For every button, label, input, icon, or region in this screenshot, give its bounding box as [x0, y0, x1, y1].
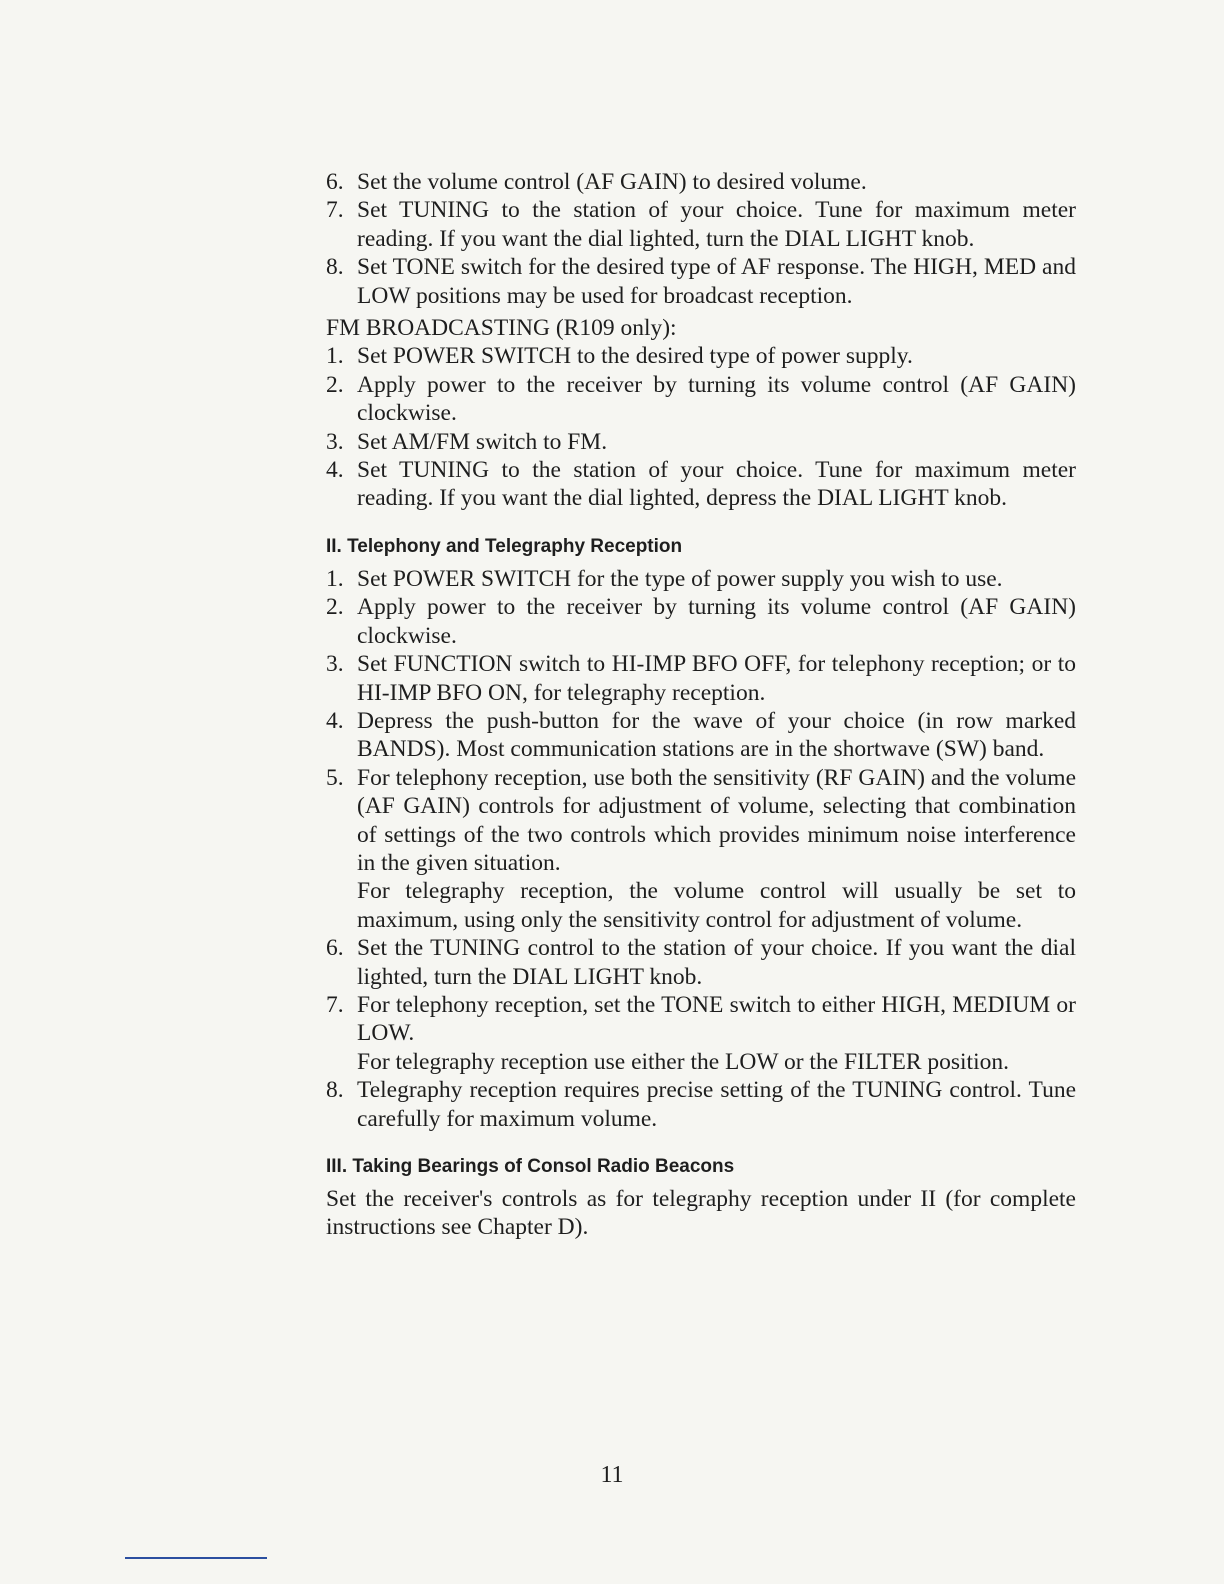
item-text: Apply power to the receiver by turning its volume control (AF GAIN) clockwise.: [357, 371, 1076, 427]
item-number: 1.: [326, 565, 344, 592]
item-continuation: For telegraphy reception use either the LOW or the FILTER position.: [357, 1048, 1009, 1075]
list-item: [326, 253, 1076, 310]
item-text: Set the TUNING control to the station of your choice. If you want the dial lighted, turn the DIAL LIGHT knob.: [357, 935, 1076, 990]
fm-list: [326, 342, 1076, 512]
item-number: 4.: [326, 457, 344, 484]
item-number: 7.: [326, 197, 344, 224]
item-number: 8.: [326, 254, 344, 281]
list-item: [326, 168, 1076, 196]
list-item: [326, 428, 1076, 456]
item-number: 2.: [326, 371, 344, 398]
item-number: 7.: [326, 991, 344, 1018]
item-number: 3.: [326, 428, 344, 455]
list-item: [326, 565, 1076, 593]
item-text: Set POWER SWITCH for the type of power supply you wish to use.: [357, 565, 1003, 592]
page-content: [326, 168, 1076, 1242]
section-ii-heading: II. Telephony and Telegraphy Reception: [326, 535, 683, 557]
item-number: 6.: [326, 169, 344, 195]
item-text: Set TONE switch for the desired type of AF response. The HIGH, MED and LOW positions may be used for broadcast reception.: [357, 254, 1076, 309]
item-text: Set FUNCTION switch to HI-IMP BFO OFF, for telephony reception; or to HI-IMP BFO ON, for telegraphy reception.: [357, 651, 1076, 706]
item-text: Telegraphy reception requires precise setting of the TUNING control. Tune carefully for maximum volume.: [357, 1077, 1076, 1132]
item-number: 2.: [326, 594, 344, 621]
fm-section-title: FM BROADCASTING (R109 only):: [326, 315, 677, 342]
list-item: [326, 196, 1076, 253]
item-text: Depress the push-button for the wave of your choice (in row marked BANDS). Most communication stations are in the shortwave (SW) band.: [357, 707, 1076, 763]
item-text: For telephony reception, use both the sensitivity (RF GAIN) and the volume (AF GAIN) controls for adjustment of volume, selecting that combination of settings of the two controls which provides minimum noise interference in the given situation.: [357, 764, 1076, 876]
list-item: [326, 764, 1076, 934]
section-ii-list: [326, 565, 1076, 1133]
list-item: [326, 593, 1076, 650]
section-iii-heading: III. Taking Bearings of Consol Radio Beacons: [326, 1156, 735, 1177]
list-item: [326, 371, 1076, 428]
item-continuation: For telegraphy reception, the volume control will usually be set to maximum, using only the sensitivity control for adjustment of volume.: [357, 878, 1076, 933]
item-text: Set TUNING to the station of your choice. Tune for maximum meter reading. If you want the dial lighted, turn the DIAL LIGHT knob.: [357, 197, 1076, 252]
list-item: [326, 1076, 1076, 1133]
item-number: 5.: [326, 764, 344, 791]
item-number: 6.: [326, 935, 344, 962]
list-item: [326, 707, 1076, 764]
item-text: Set AM/FM switch to FM.: [357, 428, 608, 455]
item-text: Set POWER SWITCH to the desired type of power supply.: [357, 343, 913, 370]
item-text: Set TUNING to the station of your choice. Tune for maximum meter reading. If you want the dial lighted, depress the DIAL LIGHT knob.: [357, 457, 1076, 512]
am-continued-list: [326, 168, 1076, 310]
item-number: 8.: [326, 1077, 344, 1104]
item-number: 4.: [326, 707, 344, 734]
list-item: [326, 342, 1076, 370]
page-number: 11: [600, 1462, 624, 1488]
item-number: 1.: [326, 343, 344, 370]
list-item: [326, 934, 1076, 991]
list-item: [326, 456, 1076, 513]
section-iii-text: Set the receiver's controls as for telegraphy reception under II (for complete instructions see Chapter D).: [326, 1186, 1076, 1241]
bottom-rule: [125, 1557, 267, 1559]
list-item: [326, 991, 1076, 1076]
item-text: Apply power to the receiver by turning its volume control (AF GAIN) clockwise.: [357, 594, 1076, 649]
item-text: Set the volume control (AF GAIN) to desired volume.: [357, 169, 867, 195]
item-number: 3.: [326, 651, 344, 678]
item-text: For telephony reception, set the TONE switch to either HIGH, MEDIUM or LOW.: [357, 991, 1076, 1047]
list-item: [326, 650, 1076, 707]
